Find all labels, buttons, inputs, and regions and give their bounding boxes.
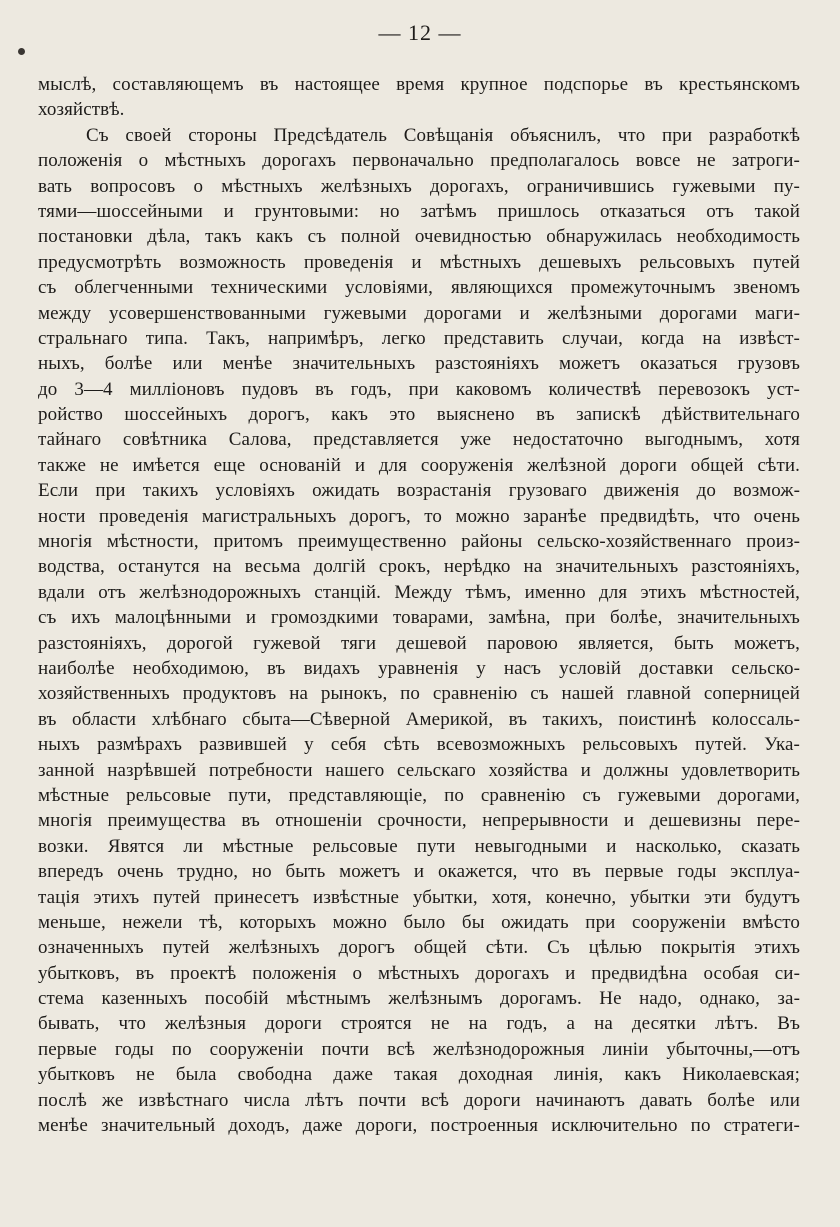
page-number: — 12 —	[378, 20, 462, 45]
text-line: меньше, нежели тѣ, которыхъ можно было бы ожидать при сооруженіи вмѣсто	[38, 911, 800, 933]
text-line: постановки дѣла, такъ какъ съ полной очевидностью обнаружилась необходимость	[38, 226, 800, 248]
text-line: послѣ же извѣстнаго числа лѣтъ почти всѣ дороги начинаютъ давать болѣе или	[38, 1089, 800, 1111]
paragraph-first-line: Съ своей стороны Предсѣдатель Совѣщанія объяснилъ, что при разработкѣ	[86, 124, 800, 146]
text-line: первые годы по сооруженіи почти всѣ желѣзнодорожныя линіи убыточны,—отъ	[38, 1038, 800, 1060]
text-line: менѣе значительный доходъ, даже дороги, построенныя исключительно по стратеги-	[38, 1115, 800, 1137]
text-line: также не имѣется еще основаній и для сооруженія желѣзной дороги общей сѣти.	[38, 454, 800, 476]
text-line: разстояніяхъ, дорогой гужевой тяги дешевой паровою является, быть можетъ,	[38, 632, 800, 654]
text-line: наиболѣе необходимою, въ видахъ уравненія у насъ условій доставки сельско-	[38, 657, 800, 679]
text-line: стема казенныхъ пособій мѣстнымъ желѣзнымъ дорогамъ. Не надо, однако, за-	[38, 988, 800, 1010]
ink-spot-mark	[18, 48, 25, 55]
text-line: съ облегченными техническими условіями, являющихся промежуточнымъ звеномъ	[38, 277, 800, 299]
text-line: стральнаго типа. Такъ, напримѣръ, легко представить случаи, когда на извѣст-	[38, 327, 800, 349]
text-line: мѣстные рельсовые пути, представляющіе, по сравненію съ гужевыми дорогами,	[38, 784, 800, 806]
text-line: ныхъ, болѣе или менѣе значительныхъ разстояніяхъ можетъ оказаться грузовъ	[38, 353, 800, 375]
text-line: въ области хлѣбнаго сбыта—Сѣверной Америкой, въ такихъ, поистинѣ колоссаль-	[38, 708, 800, 730]
text-line: ныхъ размѣрахъ развившей у себя сѣть всевозможныхъ рельсовыхъ путей. Ука-	[38, 734, 800, 756]
text-line: мыслѣ, составляющемъ въ настоящее время крупное подспорье въ крестьянскомъ	[38, 74, 800, 95]
text-line: до 3—4 милліоновъ пудовъ въ годъ, при каковомъ количествѣ перевозокъ уст-	[38, 378, 800, 400]
text-line: предусмотрѣть возможность проведенія и мѣстныхъ дешевыхъ рельсовыхъ путей	[38, 251, 800, 273]
text-line: тація этихъ путей принесетъ извѣстные убытки, хотя, конечно, убытки эти будутъ	[38, 886, 800, 908]
text-line: положенія о мѣстныхъ дорогахъ первоначально предполагалось вовсе не затроги-	[38, 150, 800, 172]
text-line: между усовершенствованными гужевыми дорогами и желѣзными дорогами маги-	[38, 302, 800, 324]
text-line: означенныхъ путей желѣзныхъ дорогъ общей сѣти. Съ цѣлью покрытія этихъ	[38, 937, 800, 959]
text-line: многія мѣстности, притомъ преимущественно районы сельско-хозяйственнаго произ-	[38, 531, 800, 553]
text-line: убытковъ не была свободна даже такая доходная линія, какъ Николаевская;	[38, 1064, 800, 1086]
text-line: многія преимущества въ отношеніи срочности, непрерывности и дешевизны пере-	[38, 810, 800, 832]
text-line: тайнаго совѣтника Салова, представляется уже недостаточно выгоднымъ, хотя	[38, 429, 800, 451]
text-line: убытковъ, въ проектѣ положенія о мѣстныхъ дорогахъ и предвидѣна особая си-	[38, 962, 800, 984]
text-line: бывать, что желѣзныя дороги строятся не на годъ, а на десятки лѣтъ. Въ	[38, 1013, 800, 1035]
text-line: водства, останутся на весьма долгій срокъ, нерѣдко на значительныхъ разстояніяхъ,	[38, 556, 800, 578]
text-line: впередъ очень трудно, но быть можетъ и окажется, что въ первые годы эксплуа-	[38, 861, 800, 883]
text-line: хозяйственныхъ продуктовъ на рынокъ, по сравненію съ нашей главной соперницей	[38, 683, 800, 705]
text-line: вдали отъ желѣзнодорожныхъ станцій. Между тѣмъ, именно для этихъ мѣстностей,	[38, 581, 800, 603]
body-text	[38, 72, 800, 1138]
text-line: возки. Явятся ли мѣстные рельсовые пути невыгодными и насколько, сказать	[38, 835, 800, 857]
text-line: съ ихъ малоцѣнными и громоздкими товарами, замѣна, при болѣе, значительныхъ	[38, 607, 800, 629]
text-line: хозяйствѣ.	[38, 99, 125, 121]
text-line: тями—шоссейными и грунтовыми: но затѣмъ пришлось отказаться отъ такой	[38, 200, 800, 222]
text-line: занной назрѣвшей потребности нашего сельскаго хозяйства и должны удовлетворить	[38, 759, 800, 781]
text-line: ройство шоссейныхъ дорогъ, какъ это выяснено въ запискѣ дѣйствительнаго	[38, 404, 800, 426]
text-line: ности проведенія магистральныхъ дорогъ, то можно заранѣе предвидѣть, что очень	[38, 505, 800, 527]
text-line: вать вопросовъ о мѣстныхъ желѣзныхъ дорогахъ, ограничившись гужевыми пу-	[38, 175, 800, 197]
text-line: Если при такихъ условіяхъ ожидать возрастанія грузоваго движенія до возмож-	[38, 480, 800, 502]
